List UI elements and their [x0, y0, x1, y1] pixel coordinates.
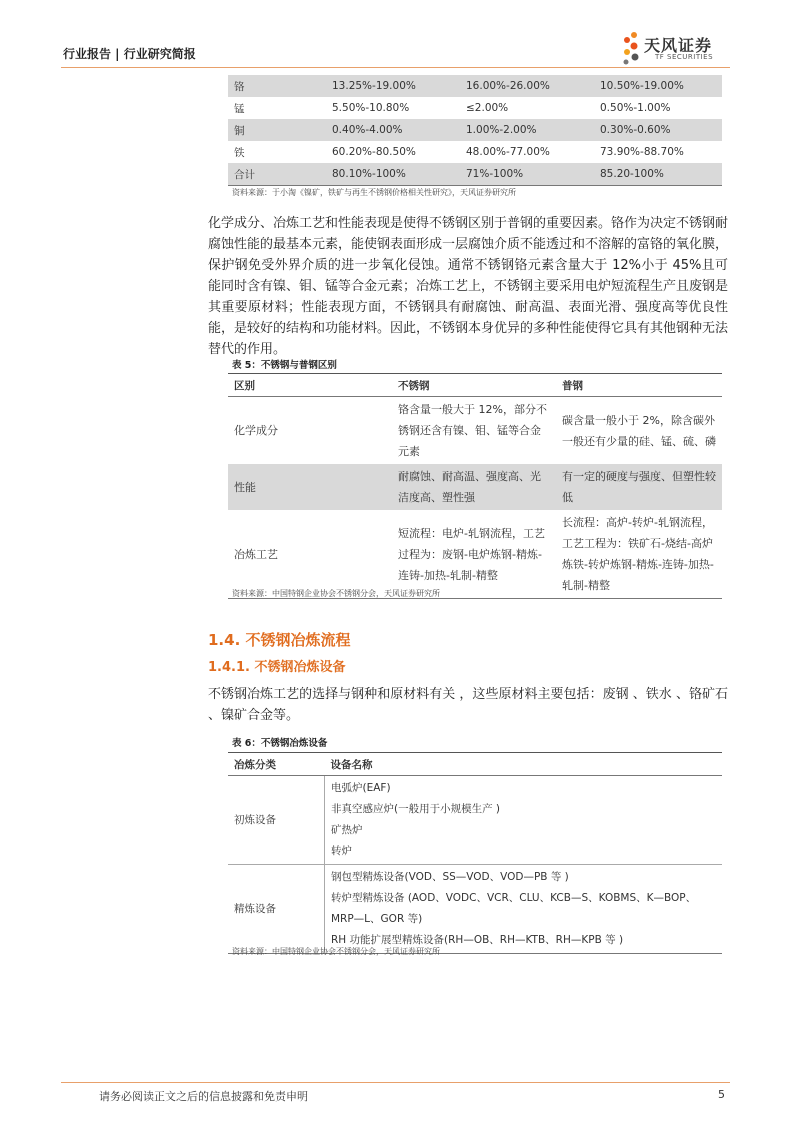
table-header: 不锈钢 [392, 374, 556, 397]
list-item: 钢包型精炼设备(VOD、SS—VOD、VOD—PB 等 ) [331, 871, 569, 883]
table-cell: 1.00%-2.00% [460, 119, 594, 141]
table-cell: 耐腐蚀、耐高温、强度高、光洁度高、塑性强 [392, 464, 556, 510]
table-cell: 冶炼工艺 [228, 510, 392, 599]
table-cell: 化学成分 [234, 424, 278, 437]
paragraph-2 [208, 684, 728, 726]
table-header: 设备名称 [325, 753, 723, 776]
header-title: 行业报告 | 行业研究简报 [63, 47, 196, 61]
header-divider [61, 67, 730, 68]
table-6 [228, 752, 722, 954]
table-cell: 0.40%-4.00% [326, 119, 460, 141]
table-cell: 短流程：电炉-轧钢流程，工艺过程为：废钢-电炉炼钢-精炼-连铸-加热-轧制-精整 [392, 510, 556, 599]
composition-table [228, 75, 722, 186]
logo-name-cn: 天风证券 [644, 36, 713, 55]
composition-table-source: 资料来源：于小淘《镍矿，铁矿与再生不锈钢价格相关性研究》，天风证券研究所 [232, 188, 516, 197]
table-cell: 长流程：高炉-转炉-轧钢流程，工艺工程为：铁矿石-烧结-高炉炼铁-转炉炼钢-精炼-连铸-加热-轧制-精整 [556, 510, 722, 599]
table-cell: 铜 [228, 119, 326, 141]
table-cell: 精炼设备 [228, 865, 325, 954]
table-cell [325, 865, 723, 954]
table-header: 普钢 [556, 374, 722, 397]
table-cell: 铁 [234, 146, 245, 159]
table-header: 冶炼分类 [228, 753, 325, 776]
list-item: 电弧炉(EAF) [331, 782, 391, 794]
table-row [228, 865, 722, 954]
section-heading-1-4: 1.4. 不锈钢冶炼流程 [208, 631, 351, 649]
table-cell: 合计 [228, 163, 326, 186]
table-cell: 碳含量一般小于 2%，除含碳外一般还有少量的硅、锰、硫、磷 [562, 413, 716, 448]
table-row [228, 464, 722, 510]
table-header-row [228, 753, 722, 776]
table-row [228, 75, 722, 97]
table-6-caption: 表 6：不锈钢冶炼设备 [232, 738, 328, 749]
table-row [228, 119, 722, 141]
table-header: 区别 [228, 374, 392, 397]
table-cell: 13.25%-19.00% [326, 75, 460, 97]
table-cell: 71%-100% [460, 163, 594, 186]
table-row [228, 141, 722, 163]
table-5-source: 资料来源：中国特钢企业协会不锈钢分会，天风证券研究所 [232, 589, 440, 598]
table-cell: 初炼设备 [228, 776, 325, 865]
table-row [228, 776, 722, 865]
list-item: 转炉型精炼设备 (AOD、VODC、VCR、CLU、KCB—S、KOBMS、K—BOP、MRP—L、GOR 等) [331, 892, 697, 925]
table-cell: 铬 [228, 75, 326, 97]
list-item: 非真空感应炉(一般用于小规模生产 ) [331, 803, 501, 815]
table-cell: 16.00%-26.00% [460, 75, 594, 97]
list-item: 转炉 [331, 845, 352, 857]
table-cell: 有一定的硬度与强度、但塑性较低 [556, 464, 722, 510]
table-row [228, 510, 722, 599]
table-cell [325, 776, 723, 865]
table-cell: 铬含量一般大于 12%，部分不锈钢还含有镍、钼、锰等合金元素 [398, 403, 547, 458]
paragraph-1 [208, 213, 728, 360]
table-cell: ≤2.00% [466, 102, 509, 114]
list-item: 矿热炉 [331, 824, 363, 836]
table-cell: 性能 [228, 464, 392, 510]
section-heading-1-4-1: 1.4.1. 不锈钢冶炼设备 [208, 660, 346, 675]
table-cell: 0.30%-0.60% [594, 119, 722, 141]
table-cell: 80.10%-100% [326, 163, 460, 186]
table-header-row [228, 374, 722, 397]
page-number: 5 [718, 1088, 725, 1101]
table-5-caption: 表 5：不锈钢与普钢区别 [232, 360, 337, 371]
table-cell: 锰 [234, 102, 245, 115]
paragraph-2-text: 不锈钢冶炼工艺的选择与钢种和原材料有关 ，这些原材料主要包括：废钢 、铁水 、铬矿石 、镍矿合金等。 [208, 687, 728, 723]
table-row [228, 163, 722, 186]
table-5 [228, 373, 722, 599]
table-cell: 5.50%-10.80% [332, 102, 410, 114]
paragraph-1-text: 化学成分、冶炼工艺和性能表现是使得不锈钢区别于普钢的重要因素。铬作为决定不锈钢耐腐蚀性能的最基本元素，能使钢表面形成一层腐蚀介质不能透过和不溶解的富铬的氧化膜，保护钢免受外界介质的进一步氧化侵蚀。通常不锈钢铬元素含量大于 12%小于 45%且可能同时含有镍、钼、锰等合金元素；冶炼工艺上，不锈钢主要采用电炉短流程生产且废钢是其重要原材料；性能表现方面，不锈钢具有耐腐蚀、耐高温、表面光滑、强度高等优良性能，是较好的结构和功能材料。因此，不锈钢本身优异的多种性能使得它具有其他钢种无法替代的作用。 [208, 216, 729, 357]
list-item: RH 功能扩展型精炼设备(RH—OB、RH—KTB、RH—KPB 等 ) [331, 934, 624, 946]
table-cell: 85.20-100% [594, 163, 722, 186]
table-cell: 60.20%-80.50% [332, 146, 416, 158]
table-cell: 10.50%-19.00% [594, 75, 722, 97]
logo-name-en: TF SECURITIES [655, 53, 714, 61]
table-row [228, 397, 722, 465]
table-6-source: 资料来源：中国特钢企业协会不锈钢分会，天风证券研究所 [232, 947, 440, 956]
table-cell: 0.50%-1.00% [600, 102, 671, 114]
footer-disclaimer: 请务必阅读正文之后的信息披露和免责申明 [99, 1090, 308, 1103]
table-cell: 48.00%-77.00% [466, 146, 550, 158]
table-row [228, 97, 722, 119]
table-cell: 73.90%-88.70% [600, 146, 684, 158]
footer-divider [61, 1082, 730, 1083]
